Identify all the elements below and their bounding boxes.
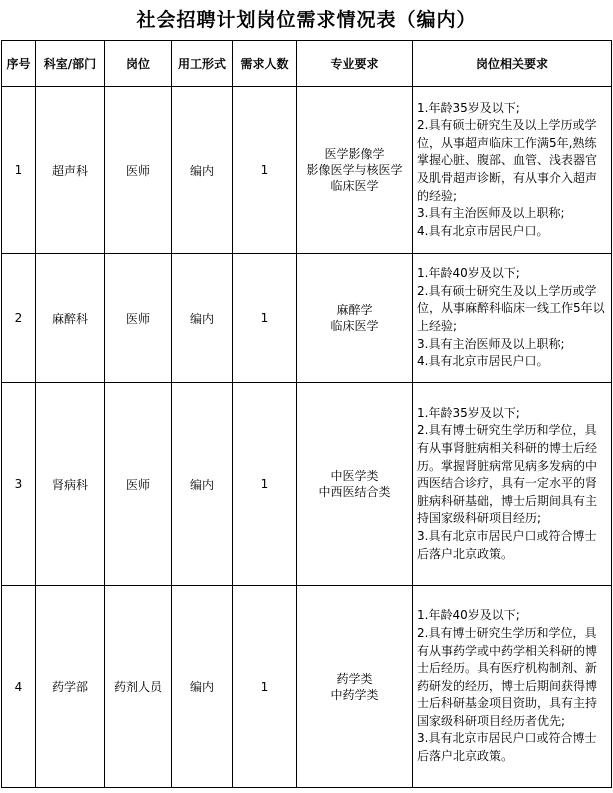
table-header-row	[2, 41, 612, 87]
major-line: 医学影像学	[324, 147, 385, 161]
cell-post: 医师	[105, 87, 172, 254]
page-title: 社会招聘计划岗位需求情况表（编内）	[136, 9, 477, 31]
cell-dept: 药学部	[36, 586, 105, 788]
requirement-item: 2.具有博士研究生学历和学位，具有从事药学或中药学相关科研的博士后经历。具有医疗机构制剂、新药研发的经历，博士后期间获得博士后科研基金项目资助，具有主持国家级科研项目经历者优先;	[417, 625, 598, 728]
major-line: 中西医结合类	[318, 485, 391, 499]
cell-major	[297, 254, 413, 383]
cell-count: 1	[233, 586, 297, 788]
requirement-item: 1.年龄40岁及以下;	[417, 608, 520, 623]
cell-requirements	[413, 383, 612, 586]
major-line: 药学类	[336, 671, 373, 686]
cell-post: 医师	[105, 383, 172, 586]
cell-dept: 肾病科	[36, 383, 105, 586]
cell-employment: 编内	[172, 586, 233, 788]
cell-dept: 超声科	[36, 87, 105, 254]
recruitment-table	[1, 40, 612, 788]
requirement-item: 3.具有主治医师及以上职称;	[417, 206, 565, 221]
requirement-item: 2.具有硕士研究生及以上学历或学位，从事超声临床工作满5年,熟练掌握心脏、腹部、血管、浅表器官及肌骨超声诊断，有从事介入超声的经验;	[417, 118, 598, 203]
cell-post: 医师	[105, 254, 172, 383]
major-line: 影像医学与核医学	[306, 163, 403, 177]
cell-dept: 麻醉科	[36, 254, 105, 383]
table-row	[2, 254, 612, 383]
requirement-item: 1.年龄35岁及以下;	[417, 100, 520, 115]
major-line: 临床医学	[330, 179, 379, 193]
requirement-item: 4.具有北京市居民户口。	[417, 223, 549, 238]
header-major: 专业要求	[297, 41, 413, 87]
cell-requirements	[413, 87, 612, 254]
cell-index: 2	[2, 254, 36, 383]
cell-count: 1	[233, 383, 297, 586]
requirement-item: 3.具有北京市居民户口或符合博士后落户北京政策。	[417, 528, 597, 561]
cell-requirements	[413, 586, 612, 788]
major-line: 中医学类	[330, 469, 379, 483]
requirement-item: 4.具有北京市居民户口。	[417, 354, 549, 369]
cell-major	[297, 586, 413, 788]
cell-index: 1	[2, 87, 36, 254]
cell-requirements	[413, 254, 612, 383]
cell-major	[297, 87, 413, 254]
cell-count: 1	[233, 254, 297, 383]
header-post: 岗位	[105, 41, 172, 87]
table-row	[2, 383, 612, 586]
requirement-item: 1.年龄40岁及以下;	[417, 266, 520, 281]
requirement-item: 1.年龄35岁及以下;	[417, 405, 520, 420]
cell-count: 1	[233, 87, 297, 254]
requirement-item: 3.具有主治医师及以上职称;	[417, 336, 565, 351]
cell-index: 3	[2, 383, 36, 586]
header-employment: 用工形式	[172, 41, 233, 87]
header-index: 序号	[2, 41, 36, 87]
cell-employment: 编内	[172, 87, 233, 254]
cell-major	[297, 383, 413, 586]
cell-employment: 编内	[172, 254, 233, 383]
header-count: 需求人数	[233, 41, 297, 87]
header-requirements: 岗位相关要求	[413, 41, 612, 87]
requirement-item: 2.具有博士研究生学历和学位，具有从事肾脏病相关科研的博士后经历。掌握肾脏病常见病多发病的中西医结合诊疗，具有一定水平的肾脏病科研基础，博士后期间具有主持国家级科研项目经历;	[417, 423, 598, 526]
cell-index: 4	[2, 586, 36, 788]
major-line: 麻醉学	[336, 303, 373, 317]
table-row	[2, 586, 612, 788]
requirement-item: 3.具有北京市居民户口或符合博士后落户北京政策。	[417, 731, 597, 764]
requirement-item: 2.具有硕士研究生及以上学历或学位，从事麻醉科临床一线工作5年以上经验;	[417, 283, 605, 333]
table-row	[2, 87, 612, 254]
header-dept: 科室/部门	[36, 41, 105, 87]
cell-post: 药剂人员	[105, 586, 172, 788]
major-line: 临床医学	[330, 319, 379, 333]
cell-employment: 编内	[172, 383, 233, 586]
major-line: 中药学类	[330, 687, 379, 702]
